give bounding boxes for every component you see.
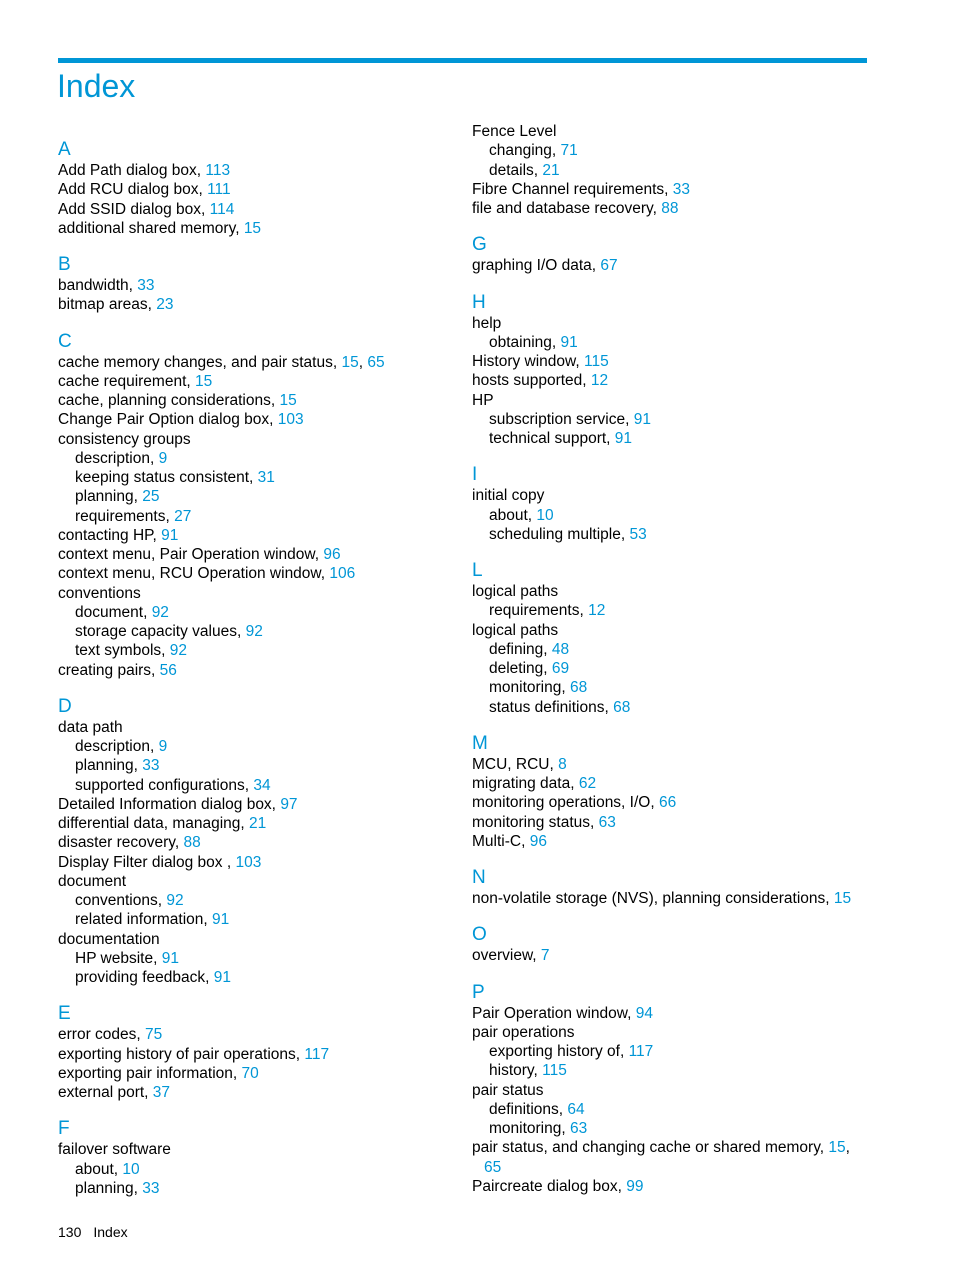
page-link[interactable]: 75 (145, 1026, 163, 1044)
index-entry (58, 1045, 478, 1064)
page-link[interactable]: 21 (249, 815, 267, 832)
index-entry (58, 391, 478, 410)
index-entry (58, 276, 478, 295)
index-entry (58, 200, 478, 219)
index-subentry (472, 698, 892, 717)
page-link[interactable]: 31 (257, 469, 275, 486)
index-subentry (472, 429, 892, 448)
index-entry (472, 832, 892, 851)
page-link[interactable]: 91 (633, 410, 651, 428)
index-entry (58, 584, 478, 603)
index-entry (472, 1004, 892, 1023)
index-term: file and database recovery, (472, 200, 662, 217)
page-link[interactable]: 37 (152, 1084, 171, 1101)
index-term: Add SSID dialog box, (58, 200, 210, 218)
page-link[interactable]: 92 (245, 623, 263, 640)
index-term: description, (75, 449, 159, 467)
index-entry (58, 410, 478, 429)
index-term: MCU, RCU, (472, 755, 559, 773)
index-term: keeping status consistent, (75, 469, 258, 486)
index-entry (472, 486, 892, 505)
index-term: non-volatile storage (NVS), planning considerations, (472, 890, 834, 907)
page-link[interactable]: 8 (558, 755, 567, 773)
page-link[interactable]: 25 (142, 488, 160, 506)
page-link[interactable]: 91 (213, 969, 231, 986)
index-entry (58, 872, 478, 891)
index-term: data path (58, 718, 123, 736)
page-link[interactable]: 92 (166, 892, 184, 909)
index-entry (58, 295, 478, 314)
index-entry (58, 161, 478, 180)
page-link[interactable]: 65 (367, 353, 385, 371)
index-term: about, (489, 506, 537, 524)
page-link[interactable]: 113 (205, 162, 231, 179)
footer-section: Index (93, 1224, 128, 1240)
index-term: history, (489, 1062, 543, 1080)
page-link[interactable]: 15 (195, 372, 213, 390)
page-link[interactable]: 92 (169, 642, 187, 660)
index-subentry (58, 1179, 478, 1198)
index-subentry (472, 640, 892, 659)
page-link[interactable]: 88 (661, 200, 679, 217)
index-term: differential data, managing, (58, 815, 250, 832)
index-term: providing feedback, (75, 969, 214, 986)
index-entry (58, 1083, 478, 1102)
page-link[interactable]: 99 (626, 1177, 644, 1195)
index-subentry (472, 678, 892, 697)
page-link[interactable]: 34 (253, 776, 271, 794)
index-entry (472, 1138, 892, 1157)
page-link[interactable]: 15 (833, 890, 852, 907)
index-entry (472, 256, 892, 275)
page-title: Index (57, 68, 136, 104)
index-term: about, (75, 1160, 123, 1178)
page-link[interactable]: 21 (542, 161, 560, 179)
index-term: Change Pair Option dialog box, (58, 411, 278, 429)
index-subentry (58, 622, 478, 641)
index-term: exporting pair information, (58, 1064, 242, 1082)
index-term: pair operations (472, 1023, 575, 1041)
index-term: History window, (472, 353, 584, 370)
page-link[interactable]: 115 (542, 1062, 567, 1080)
page-link[interactable]: 115 (583, 353, 609, 370)
page-separator: , (358, 353, 368, 371)
index-entry (58, 853, 478, 872)
index-term: error codes, (58, 1026, 146, 1044)
index-entry (58, 1140, 478, 1159)
index-letter-heading: A (58, 139, 71, 160)
index-subentry (58, 756, 478, 775)
page-link[interactable]: 66 (658, 794, 677, 812)
index-term: cache requirement, (58, 372, 195, 390)
index-letter-heading: H (472, 291, 486, 313)
index-entry (472, 391, 892, 410)
index-term: definitions, (489, 1100, 568, 1118)
page-link[interactable]: 56 (159, 661, 177, 679)
index-term: description, (75, 738, 159, 755)
index-entry (58, 526, 478, 545)
index-letter-heading: I (472, 464, 478, 486)
header-rule (58, 58, 867, 63)
index-subentry (58, 949, 478, 968)
index-entry (472, 755, 892, 774)
index-term: Pair Operation window, (472, 1004, 636, 1022)
index-entry (58, 180, 478, 199)
index-term: logical paths (472, 621, 559, 639)
index-subentry (472, 161, 892, 180)
index-entry (472, 352, 892, 371)
index-term: Display Filter dialog box , (58, 853, 236, 871)
index-entry (472, 621, 892, 640)
index-term: creating pairs, (58, 661, 160, 679)
index-letter-heading: F (58, 1118, 70, 1140)
index-letter-heading: P (472, 981, 485, 1003)
index-entry (472, 371, 892, 390)
page-link[interactable]: 91 (614, 430, 633, 447)
page-link[interactable]: 96 (323, 546, 341, 563)
page-link[interactable]: 91 (161, 526, 179, 544)
index-term: details, (489, 161, 543, 179)
page-link[interactable]: 106 (329, 565, 356, 583)
index-subentry (472, 506, 892, 525)
page-link[interactable]: 67 (600, 257, 618, 275)
page-link[interactable]: 68 (613, 698, 631, 716)
index-term: Fibre Channel requirements, (472, 180, 673, 198)
index-entry (472, 889, 892, 908)
index-entry (472, 774, 892, 793)
index-term: initial copy (472, 487, 545, 505)
page-link[interactable]: 15 (243, 219, 262, 237)
page-number: 130 (58, 1224, 82, 1240)
index-entry (472, 1023, 892, 1042)
index-column-left (58, 139, 478, 1198)
index-term: requirements, (489, 602, 589, 620)
index-subentry (58, 603, 478, 622)
index-term: document (58, 872, 127, 890)
index-term: monitoring, (489, 1120, 570, 1137)
index-term: Add RCU dialog box, (58, 181, 208, 199)
index-term: Paircreate dialog box, (472, 1177, 627, 1195)
page-link[interactable]: 68 (569, 679, 588, 697)
index-term: status definitions, (489, 698, 614, 716)
index-term: conventions, (75, 892, 167, 909)
index-entry (58, 718, 478, 737)
index-entry (472, 314, 892, 333)
index-term: Detailed Information dialog box, (58, 795, 281, 813)
index-entry (472, 180, 892, 199)
index-term: cache, planning considerations, (58, 392, 280, 409)
page-link[interactable]: 114 (209, 200, 235, 218)
page-link[interactable]: 27 (174, 507, 192, 525)
index-subentry (58, 968, 478, 987)
index-term: documentation (58, 930, 160, 948)
index-subentry (58, 641, 478, 660)
index-entry (58, 1025, 478, 1044)
page-link[interactable]: 15 (828, 1139, 846, 1157)
page-link[interactable]: 88 (183, 834, 201, 852)
index-term: related information, (75, 911, 212, 929)
page-link[interactable]: 63 (598, 813, 616, 831)
page-link[interactable]: 63 (569, 1120, 588, 1137)
page-link[interactable]: 65 (484, 1158, 502, 1176)
index-term: external port, (58, 1084, 153, 1101)
index-term: Multi-C, (472, 832, 530, 850)
index-letter-heading: M (472, 732, 488, 754)
page-link[interactable]: 9 (158, 738, 168, 755)
index-subentry (58, 891, 478, 910)
index-subentry (58, 910, 478, 929)
page-link[interactable]: 7 (540, 947, 550, 965)
index-subentry (472, 1042, 892, 1061)
index-term: graphing I/O data, (472, 257, 601, 275)
index-entry (472, 1177, 892, 1196)
index-term: supported configurations, (75, 776, 254, 794)
index-term: consistency groups (58, 430, 191, 448)
index-letter-heading: L (472, 560, 483, 581)
index-term: hosts supported, (472, 372, 591, 390)
index-entry (58, 930, 478, 949)
index-subentry (472, 659, 892, 678)
page-link[interactable]: 12 (590, 372, 609, 390)
index-term: overview, (472, 947, 541, 965)
index-subentry (472, 410, 892, 429)
index-entry (472, 122, 892, 141)
index-term: changing, (489, 142, 561, 160)
index-entry (472, 813, 892, 832)
index-entry (58, 545, 478, 564)
index-entry (58, 430, 478, 449)
index-term: monitoring operations, I/O, (472, 794, 659, 812)
index-term: bandwidth, (58, 277, 138, 294)
page-link[interactable]: 48 (551, 640, 570, 658)
index-term: planning, (75, 757, 143, 775)
index-letter-heading: O (472, 924, 487, 946)
index-term: Add Path dialog box, (58, 162, 206, 179)
index-term: deleting, (489, 660, 552, 677)
page-link[interactable]: 91 (212, 911, 230, 929)
index-subentry (58, 468, 478, 487)
index-term: requirements, (75, 507, 175, 525)
page-link[interactable]: 91 (161, 949, 179, 967)
index-term: disaster recovery, (58, 834, 184, 852)
index-term: context menu, Pair Operation window, (58, 546, 324, 563)
index-subentry (472, 141, 892, 160)
index-entry (58, 795, 478, 814)
page-link[interactable]: 62 (578, 775, 597, 792)
index-subentry (58, 737, 478, 756)
index-subentry (472, 525, 892, 544)
page-link[interactable]: 97 (280, 795, 298, 813)
page-link[interactable]: 103 (277, 411, 304, 429)
index-subentry (58, 1160, 478, 1179)
page-link[interactable]: 103 (235, 853, 262, 871)
index-term: logical paths (472, 583, 559, 600)
page-link[interactable]: 15 (341, 353, 359, 371)
index-entry (58, 814, 478, 833)
index-subentry (58, 507, 478, 526)
index-term: technical support, (489, 430, 615, 447)
index-term: planning, (75, 488, 143, 506)
index-term: failover software (58, 1141, 171, 1159)
index-term: cache memory changes, and pair status, (58, 353, 342, 371)
index-term: document, (75, 603, 152, 621)
page-link[interactable]: 71 (560, 142, 578, 160)
page-link[interactable]: 69 (551, 660, 570, 677)
page-link[interactable]: 94 (635, 1004, 653, 1022)
index-subentry (58, 776, 478, 795)
index-subentry (58, 487, 478, 506)
index-letter-heading: G (472, 234, 487, 256)
page-link[interactable]: 92 (151, 603, 169, 621)
index-term: conventions (58, 584, 141, 602)
index-term: bitmap areas, (58, 296, 157, 314)
page-link[interactable]: 53 (629, 525, 647, 543)
page-link[interactable]: 23 (156, 296, 174, 314)
page-link[interactable]: 33 (142, 1179, 160, 1197)
index-term: monitoring, (489, 679, 570, 697)
page-link[interactable]: 117 (628, 1043, 654, 1060)
index-entry (58, 1064, 478, 1083)
index-subentry (472, 1061, 892, 1080)
page-link[interactable]: 33 (672, 180, 690, 198)
index-entry (58, 833, 478, 852)
index-entry (58, 661, 478, 680)
index-term: monitoring status, (472, 813, 599, 831)
index-letter-heading: N (472, 867, 486, 888)
index-entry (472, 1081, 892, 1100)
index-term: HP (472, 391, 494, 409)
page-link[interactable]: 70 (241, 1064, 259, 1082)
index-letter-heading: D (58, 695, 72, 717)
page-link[interactable]: 91 (560, 333, 578, 351)
index-term: storage capacity values, (75, 623, 246, 640)
index-subentry (472, 333, 892, 352)
index-letter-heading: C (58, 330, 72, 352)
index-entry (58, 372, 478, 391)
index-term: help (472, 314, 502, 332)
index-term: scheduling multiple, (489, 525, 630, 543)
index-subentry (472, 601, 892, 620)
page-link[interactable]: 10 (536, 506, 554, 524)
index-entry (472, 199, 892, 218)
page-link[interactable]: 15 (279, 392, 297, 409)
index-term: pair status, and changing cache or shared memory, (472, 1139, 829, 1157)
index-term: pair status (472, 1081, 544, 1099)
index-term: defining, (489, 640, 552, 658)
page-link[interactable]: 64 (567, 1100, 585, 1118)
page-link[interactable]: 12 (588, 602, 606, 620)
index-subentry (472, 1119, 892, 1138)
index-term: planning, (75, 1179, 143, 1197)
page-link[interactable]: 33 (137, 277, 155, 294)
page-link[interactable]: 111 (207, 181, 231, 199)
index-entry (58, 219, 478, 238)
index-term: exporting history of, (489, 1043, 629, 1060)
index-term: text symbols, (75, 642, 170, 660)
page-link[interactable]: 10 (122, 1160, 140, 1178)
page-link[interactable]: 117 (304, 1045, 330, 1063)
index-letter-heading: E (58, 1003, 71, 1025)
index-term: migrating data, (472, 775, 579, 792)
index-column-right (472, 122, 892, 1196)
index-term: Fence Level (472, 123, 557, 140)
page-link[interactable]: 33 (142, 757, 160, 775)
index-entry (472, 1158, 892, 1177)
index-term: contacting HP, (58, 526, 162, 544)
page-link[interactable]: 96 (529, 832, 547, 850)
index-entry (472, 582, 892, 601)
index-term: exporting history of pair operations, (58, 1045, 305, 1063)
page-footer (58, 1222, 140, 1242)
page-link[interactable]: 9 (158, 449, 168, 467)
index-term: additional shared memory, (58, 219, 244, 237)
index-entry (472, 946, 892, 965)
index-term: context menu, RCU Operation window, (58, 565, 330, 583)
index-entry (472, 793, 892, 812)
index-letter-heading: B (58, 254, 71, 275)
index-term: subscription service, (489, 410, 634, 428)
index-term: HP website, (75, 949, 162, 967)
index-entry (58, 353, 478, 372)
index-term: obtaining, (489, 333, 561, 351)
trailing-punctuation: , (845, 1139, 850, 1157)
index-subentry (472, 1100, 892, 1119)
index-entry (58, 564, 478, 583)
index-subentry (58, 449, 478, 468)
